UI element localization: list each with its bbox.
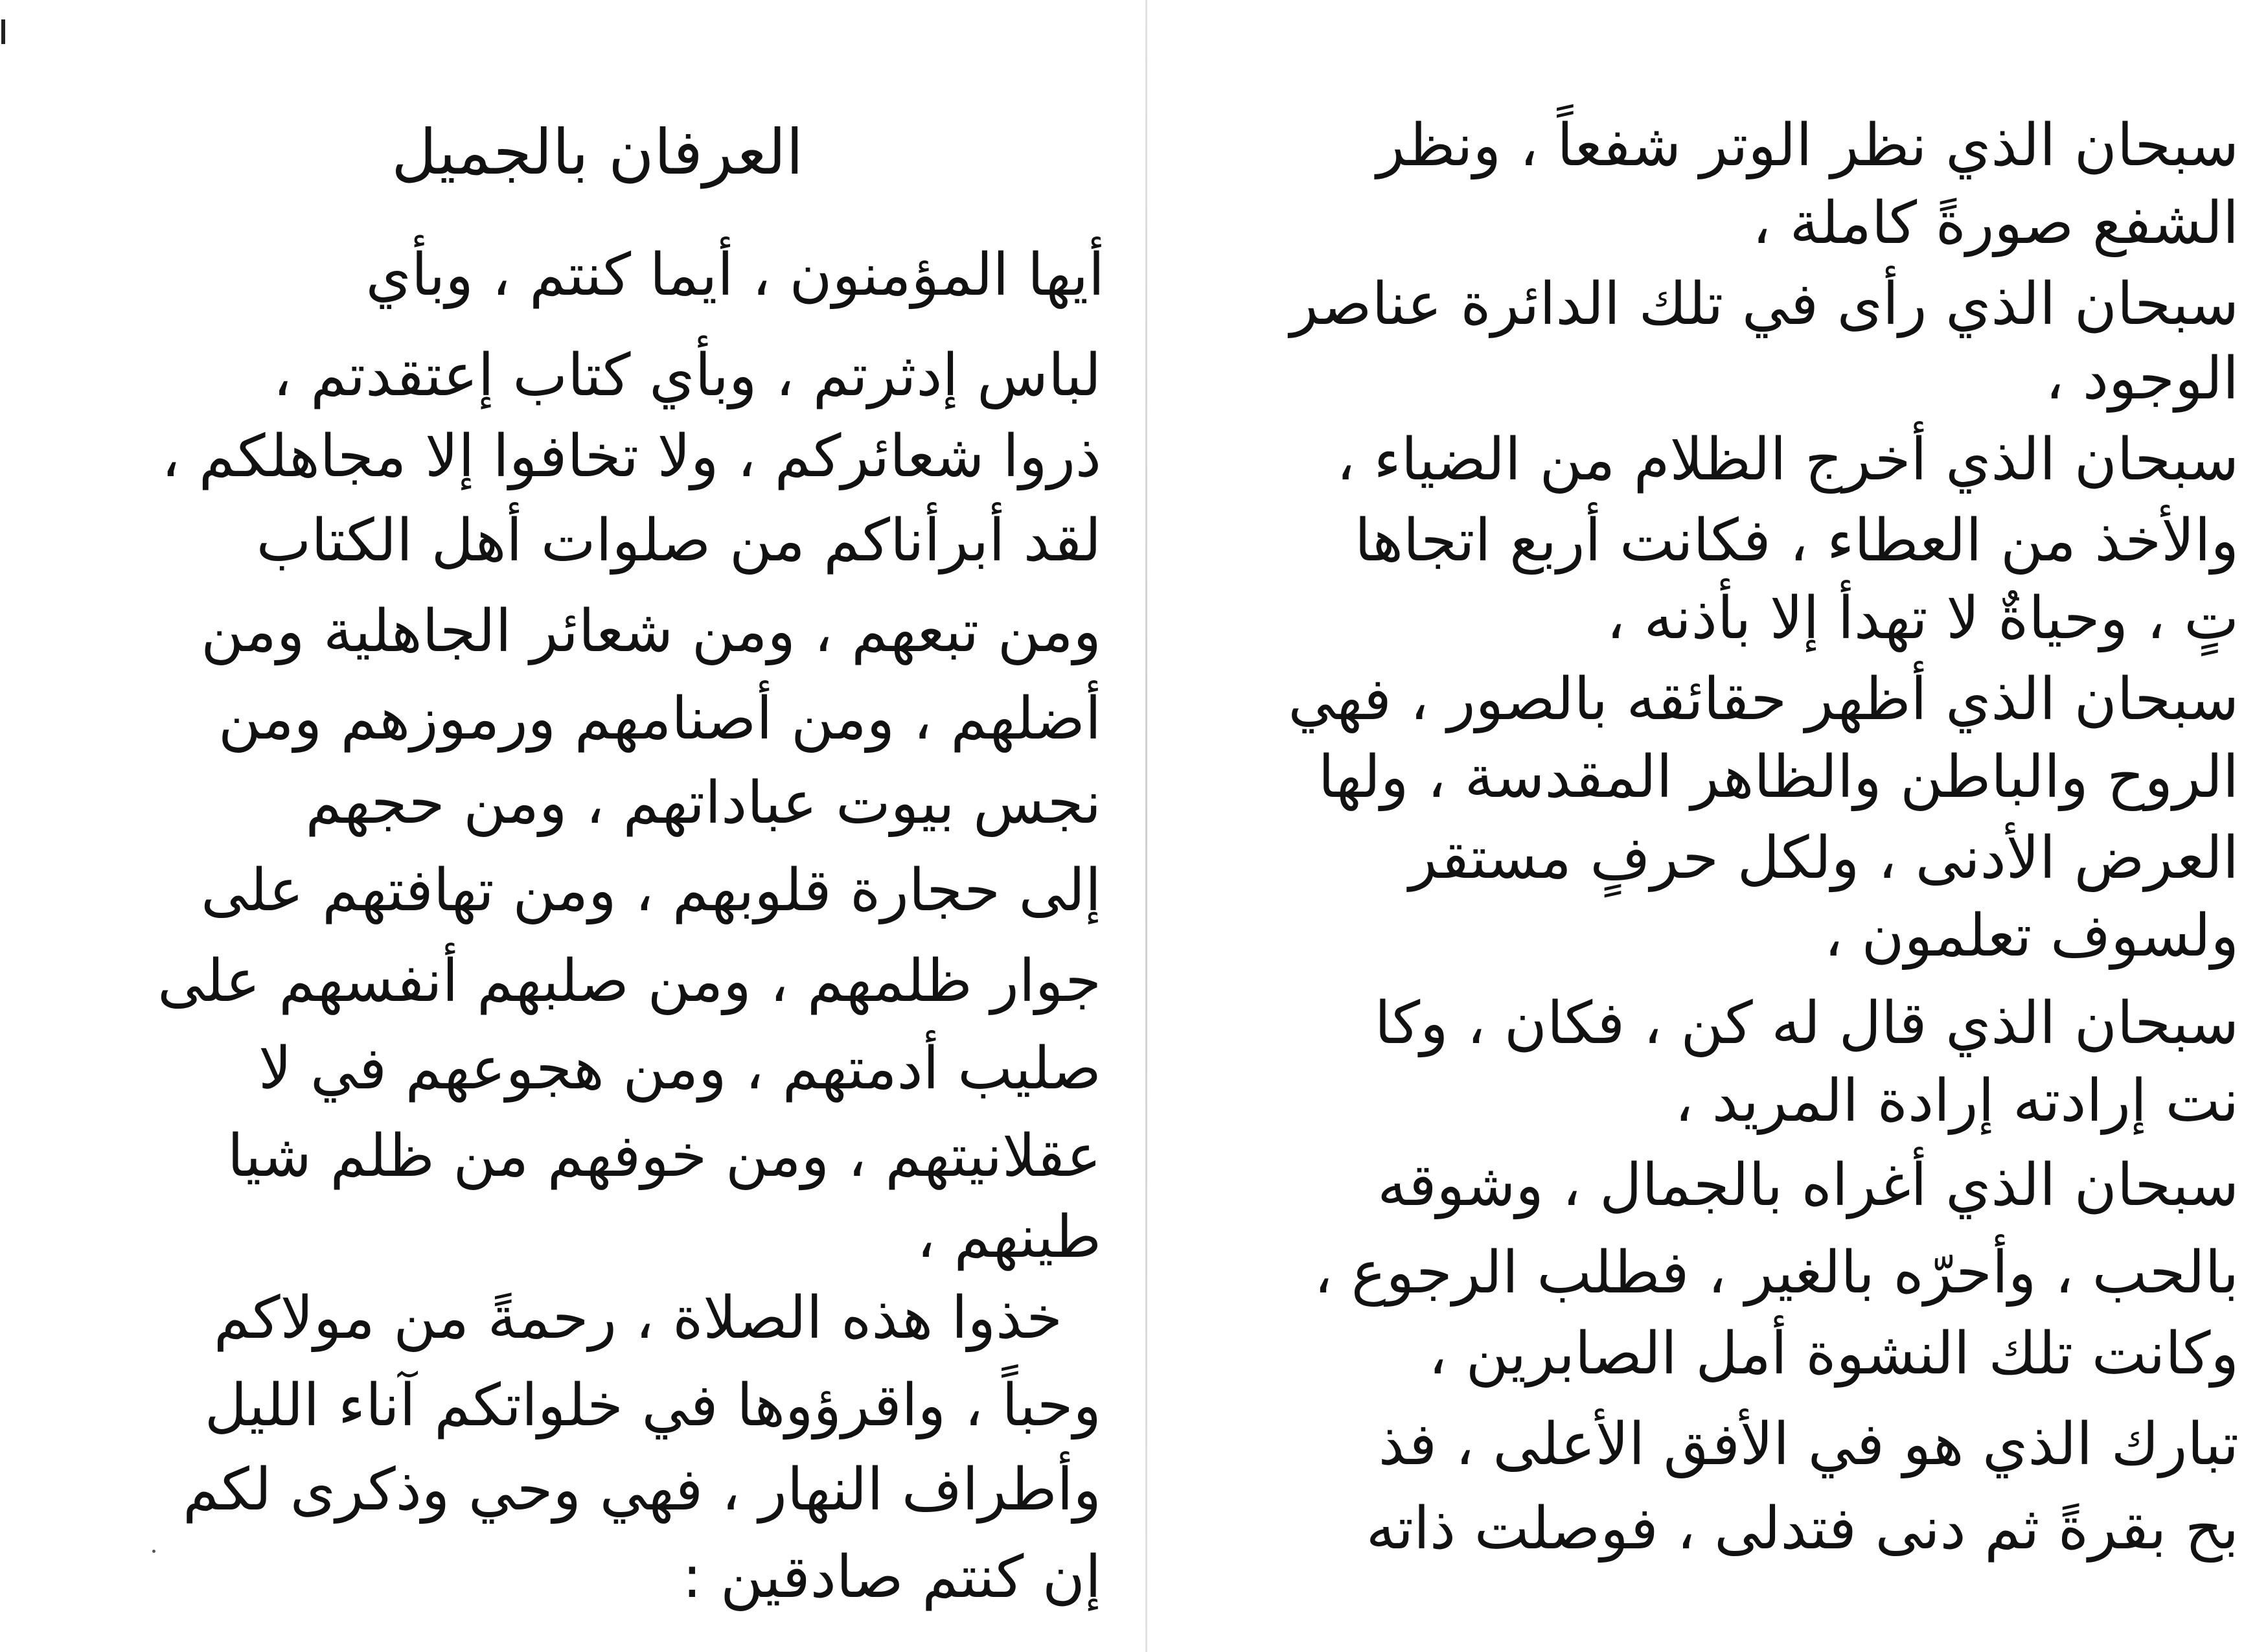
text-line: والأخذ من العطاء ، فكانت أربع اتجاها [1355,507,2239,575]
text-line: جوار ظلمهم ، ومن صلبهم أنفسهم على [157,947,1101,1015]
text-line: عقلانيتهم ، ومن خوفهم من ظلم شيا [227,1122,1101,1190]
text-line: صليب أدمتهم ، ومن هجوعهم في لا [258,1035,1101,1103]
text-line: سبحان الذي أخرج الظلام من الضياء ، [1336,426,2239,494]
text-line: سبحان الذي أظهر حقائقه بالصور ، فهي [1288,665,2239,733]
text-line: إن كنتم صادقين : [682,1543,1101,1611]
text-line: لقد أبرأناكم من صلوات أهل الكتاب [256,507,1101,575]
text-line: تٍ ، وحياةٌ لا تهدأ إلا بأذنه ، [1606,584,2239,652]
page-fold [1145,0,1147,1652]
text-line: الشفع صورةً كاملة ، [1752,189,2239,257]
text-line: بالحب ، وأحرّه بالغير ، فطلب الرجوع ، [1314,1239,2239,1307]
text-line: نجس بيوت عباداتهم ، ومن حجهم [305,769,1101,837]
text-line: أيها المؤمنون ، أيما كنتم ، وبأي [365,241,1105,309]
text-line: العرض الأدنى ، ولكل حرفٍ مستقر [1408,824,2239,892]
text-line: وحباً ، واقرؤوها في خلواتكم آناء الليل [204,1371,1101,1440]
text-line: سبحان الذي أغراه بالجمال ، وشوقه [1377,1151,2239,1219]
text-line: ومن تبعهم ، ومن شعائر الجاهلية ومن [201,597,1101,665]
page-title: العرفان بالجميل [391,116,803,189]
text-line: الروح والباطن والظاهر المقدسة ، ولها [1318,743,2239,811]
text-line: سبحان الذي نظر الوتر شفعاً ، ونظر [1377,111,2239,179]
text-line: ذروا شعائركم ، ولا تخافوا إلا مجاهلكم ، [161,422,1101,490]
text-line: الوجود ، [2045,345,2239,413]
text-line: نت إرادته إرادة المريد ، [1675,1067,2239,1135]
text-line: سبحان الذي رأى في تلك الدائرة عناصر [1290,270,2239,338]
right-page [1163,0,2268,1652]
text-line: وأطراف النهار ، فهي وحي وذكرى لكم [183,1456,1101,1524]
text-line: سبحان الذي قال له كن ، فكان ، وكا [1374,989,2239,1057]
text-line: بح بقرةً ثم دنى فتدلى ، فوصلت ذاته [1366,1495,2239,1563]
text-line: وكانت تلك النشوة أمل الصابرين ، [1428,1320,2239,1388]
text-line: أضلهم ، ومن أصنامهم ورموزهم ومن [218,685,1101,753]
text-line: إلى حجارة قلوبهم ، ومن تهافتهم على [201,856,1101,924]
text-line: طينهم ، [917,1203,1101,1271]
text-line: ولسوف تعلمون ، [1824,902,2239,970]
text-line: تبارك الذي هو في الأفق الأعلى ، فذ [1378,1410,2239,1478]
text-line: لباس إدثرتم ، وبأي كتاب إعتقدتم ، [273,341,1101,409]
text-line: خذوا هذه الصلاة ، رحمةً من مولاكم [213,1284,1062,1352]
